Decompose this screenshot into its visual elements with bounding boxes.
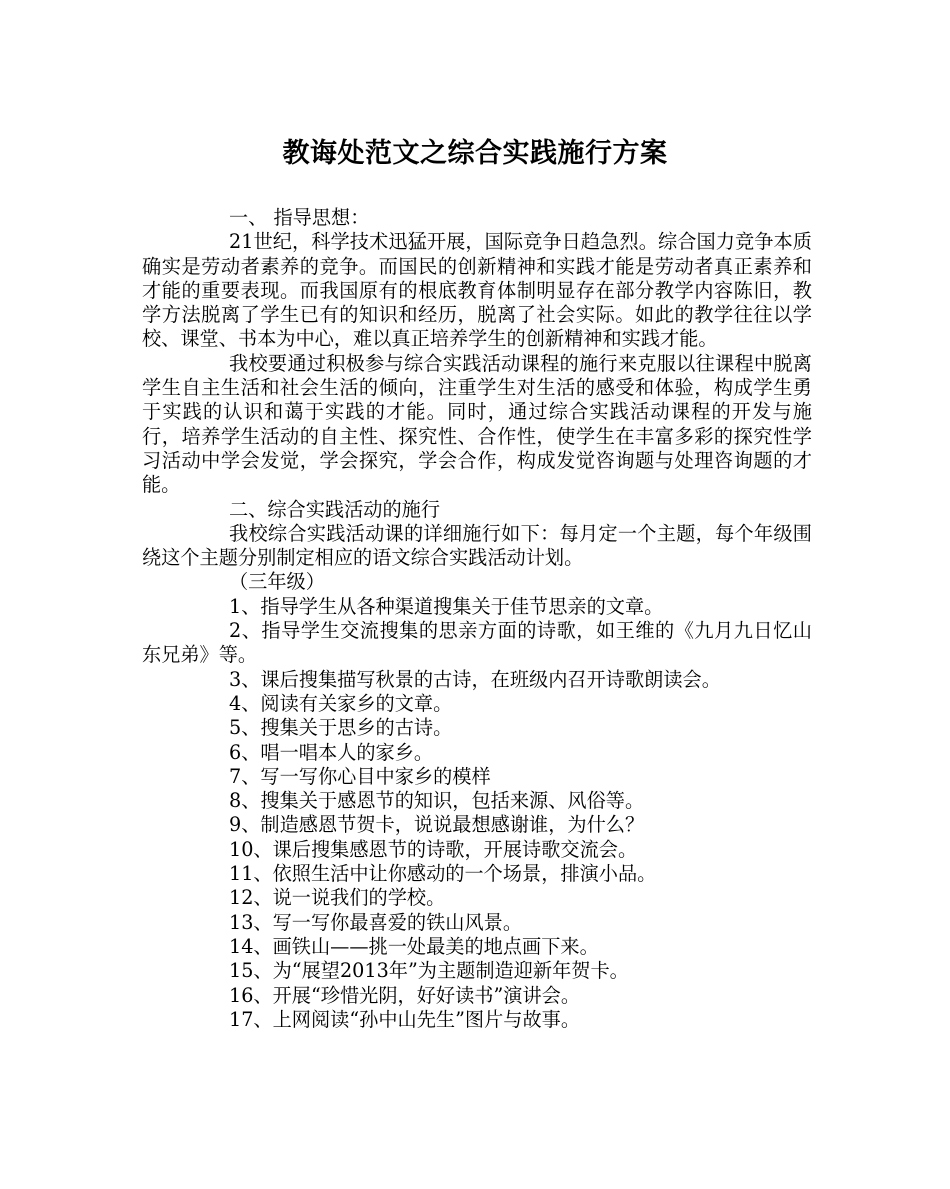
list-item: 16、开展“珍惜光阴，好好读书”演讲会。 [229,983,581,1007]
list-item: 10、课后搜集感恩节的诗歌，开展诗歌交流会。 [229,837,638,861]
list-item: 7、写一写你心目中家乡的模样 [229,764,491,788]
document-body [142,206,812,1032]
list-item: 15、为“展望2013年”为主题制造迎新年贺卡。 [229,959,629,983]
paragraph-implementation-plan: 我校综合实践活动课的详细施行如下：每月定一个主题，每个年级围绕这个主题分别制定相应的语文综合实践活动计划。 [142,521,812,570]
list-item: 6、唱一唱本人的家乡。 [229,740,434,764]
paragraph-background: 21世纪，科学技术迅猛开展，国际竞争日趋急烈。综合国力竞争本质确实是劳动者素养的竞争。而国民的创新精神和实践才能是劳动者真正素养和才能的重要表现。而我国原有的根底教育体制明显存在部分教学内容陈旧，教学方法脱离了学生已有的知识和经历，脱离了社会实际。如此的教学往往以学校、课堂、书本为中心，难以真正培养学生的创新精神和实践才能。 [142,230,812,351]
list-item: 5、搜集关于思乡的古诗。 [229,716,453,740]
list-item: 8、搜集关于感恩节的知识，包括来源、风俗等。 [229,789,645,813]
document-title: 教诲处范文之综合实践施行方案 [282,138,668,169]
list-item: 3、课后搜集描写秋景的古诗，在班级内召开诗歌朗读会。 [229,667,721,691]
list-item: 9、制造感恩节贺卡，说说最想感谢谁，为什么？ [229,813,645,837]
list-item: 4、阅读有关家乡的文章。 [229,691,453,715]
list-item: 11、依照生活中让你感动的一个场景，排演小品。 [229,862,657,886]
list-item: 2、指导学生交流搜集的思亲方面的诗歌，如王维的《九月九日忆山东兄弟》等。 [142,619,812,667]
list-item: 12、说一说我们的学校。 [229,886,446,910]
list-item: 17、上网阅读“孙中山先生”图片与故事。 [229,1007,581,1031]
grade-heading: （三年级） [229,570,325,594]
list-item: 1、指导学生从各种渠道搜集关于佳节思亲的文章。 [229,594,664,618]
paragraph-school-goals: 我校要通过积极参与综合实践活动课程的施行来克服以往课程中脱离学生自主生活和社会生活的倾向，注重学生对生活的感受和体验，构成学生勇于实践的认识和蔼于实践的才能。同时，通过综合实践活动课程的开发与施行，培养学生活动的自主性、探究性、合作性，使学生在丰富多彩的探究性学习活动中学会发觉，学会探究，学会合作，构成发觉咨询题与处理咨询题的才能。 [142,351,812,497]
list-item: 13、写一写你最喜爱的铁山风景。 [229,910,523,934]
list-item: 14、画铁山——挑一处最美的地点画下来。 [229,934,599,958]
section-heading-implementation: 二、综合实践活动的施行 [229,497,441,521]
section-heading-guiding-thought: 一、 指导思想： [229,206,370,229]
